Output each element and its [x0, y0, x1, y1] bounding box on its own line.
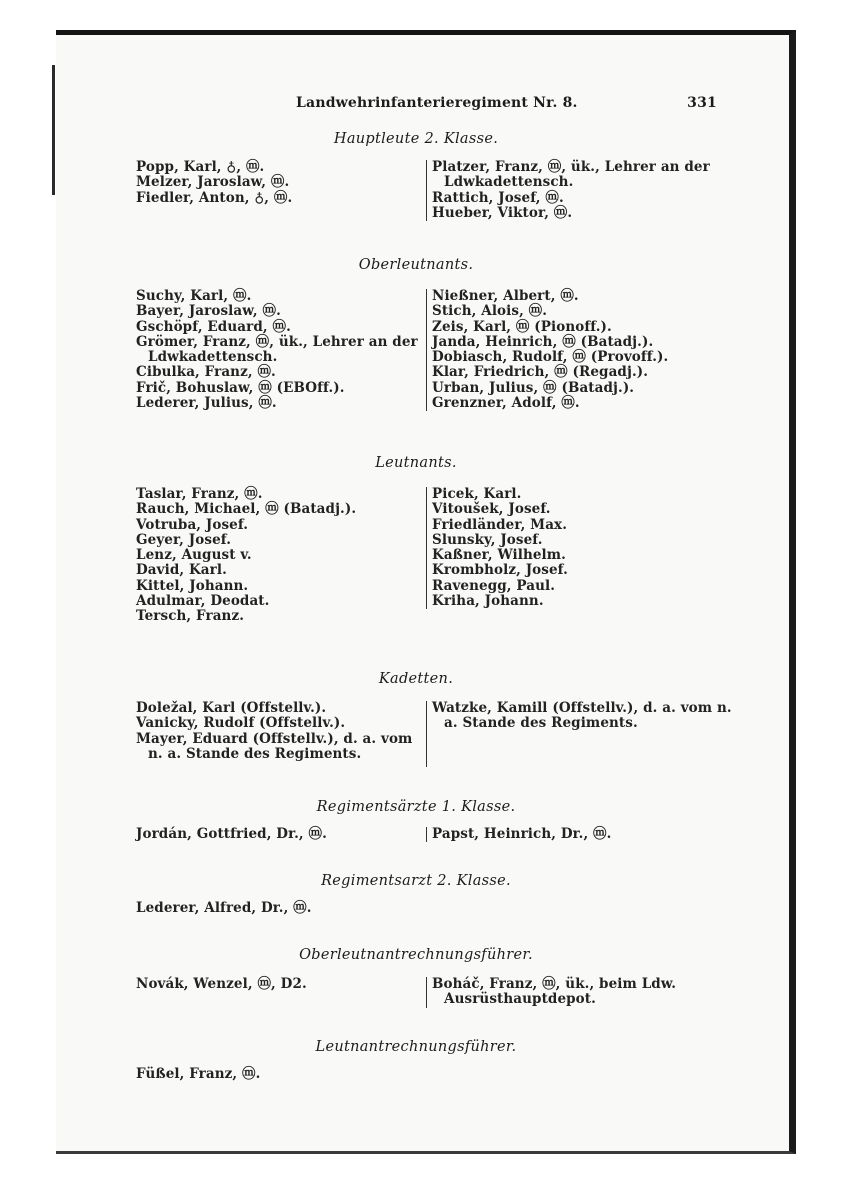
leutnants-right-column: [426, 487, 732, 609]
list-item: Füßel, Franz, ⓜ.: [136, 1066, 261, 1082]
list-item: David, Karl.: [136, 562, 227, 579]
list-item: Picek, Karl.: [432, 486, 522, 502]
list-item: Rattich, Josef, ⓜ.: [432, 189, 564, 206]
list-item: Grenzner, Adolf, ⓜ.: [432, 395, 580, 412]
list-item: Hueber, Viktor, ⓜ.: [432, 204, 573, 221]
kadetten-right-column: [426, 701, 732, 767]
list-item: Lederer, Julius, ⓜ.: [136, 395, 277, 412]
list-item: Votruba, Josef.: [136, 516, 249, 533]
running-title: Landwehrinfanterieregiment Nr. 8.: [296, 95, 578, 111]
list-item: Janda, Heinrich, ⓜ (Batadj.).: [432, 333, 654, 350]
list-item: Kittel, Johann.: [136, 577, 249, 594]
list-item: Vanicky, Rudolf (Offstellv.).: [136, 715, 346, 732]
list-item: Grömer, Franz, ⓜ, ük., Lehrer an der Ldwkadettensch.: [136, 333, 418, 366]
list-item: Tersch, Franz.: [136, 608, 245, 625]
leutnants-left-column: [136, 487, 426, 625]
list-item: Adulmar, Deodat.: [136, 593, 270, 610]
list-item: Melzer, Jaroslaw, ⓜ.: [136, 174, 290, 191]
list-item: Boháč, Franz, ⓜ, ük., beim Ldw. Ausrüsthauptdepot.: [432, 976, 676, 1008]
list-item: Jordán, Gottfried, Dr., ⓜ.: [136, 826, 327, 842]
list-item: Slunsky, Josef.: [432, 531, 543, 548]
list-item: Rauch, Michael, ⓜ (Batadj.).: [136, 501, 357, 518]
page-number: 331: [687, 95, 717, 111]
list-item: Watzke, Kamill (Offstellv.), d. a. vom n. a. Stande des Regiments.: [432, 700, 732, 732]
list-item: Zeis, Karl, ⓜ (Pionoff.).: [432, 318, 612, 335]
hauptleute-left-column: [136, 160, 426, 206]
list-item: Platzer, Franz, ⓜ, ük., Lehrer an der Ldwkadettensch.: [432, 159, 710, 191]
list-item: Fiedler, Anton, ♁, ⓜ.: [136, 189, 293, 206]
oberleutnantrechnungsfuehrer-right-column: [426, 977, 732, 1008]
section-title-oberleutnants: Oberleutnants.: [358, 257, 474, 273]
list-item: Lederer, Alfred, Dr., ⓜ.: [136, 900, 312, 916]
section-title-regimentsarzt-2: Regimentsarzt 2. Klasse.: [321, 873, 511, 889]
list-item: Krombholz, Josef.: [432, 562, 568, 579]
regimentsaerzte-1-right-column: [426, 827, 732, 842]
oberleutnantrechnungsfuehrer-left-column: [136, 977, 426, 992]
regimentsarzt-2-left-column: [136, 901, 426, 916]
list-item: Gschöpf, Eduard, ⓜ.: [136, 318, 291, 335]
list-item: Kriha, Johann.: [432, 593, 544, 610]
section-title-oberleutnantrechnungsfuehrer: Oberleutnantrechnungsführer.: [299, 947, 533, 963]
list-item: Popp, Karl, ♁, ⓜ.: [136, 159, 265, 175]
list-item: Friedländer, Max.: [432, 516, 568, 533]
section-title-regimentsaerzte-1: Regimentsärzte 1. Klasse.: [316, 799, 516, 815]
list-item: Nießner, Albert, ⓜ.: [432, 288, 579, 304]
oberleutnants-right-column: [426, 289, 732, 411]
list-item: Doležal, Karl (Offstellv.).: [136, 700, 327, 716]
list-item: Stich, Alois, ⓜ.: [432, 303, 548, 320]
list-item: Frič, Bohuslaw, ⓜ (EBOff.).: [136, 379, 345, 396]
scanned-page: [56, 30, 796, 1154]
leutnantrechnungsfuehrer-left-column: [136, 1067, 426, 1082]
section-title-leutnants: Leutnants.: [375, 455, 457, 471]
list-item: Vitoušek, Josef.: [432, 501, 551, 518]
list-item: Mayer, Eduard (Offstellv.), d. a. vom n. a. Stande des Regiments.: [136, 730, 413, 762]
list-item: Cibulka, Franz, ⓜ.: [136, 364, 276, 381]
kadetten-left-column: [136, 701, 426, 762]
list-item: Novák, Wenzel, ⓜ, D2.: [136, 976, 307, 992]
list-item: Lenz, August v.: [136, 547, 252, 564]
list-item: Geyer, Josef.: [136, 531, 231, 548]
section-title-leutnantrechnungsfuehrer: Leutnantrechnungsführer.: [315, 1039, 517, 1055]
list-item: Urban, Julius, ⓜ (Batadj.).: [432, 379, 635, 396]
page-header: [56, 95, 789, 115]
oberleutnants-left-column: [136, 289, 426, 411]
regimentsaerzte-1-left-column: [136, 827, 426, 842]
hauptleute-right-column: [426, 160, 732, 221]
section-title-kadetten: Kadetten.: [378, 671, 454, 687]
list-item: Klar, Friedrich, ⓜ (Regadj.).: [432, 364, 649, 381]
section-title-hauptleute: Hauptleute 2. Klasse.: [333, 131, 499, 147]
list-item: Ravenegg, Paul.: [432, 577, 556, 594]
list-item: Taslar, Franz, ⓜ.: [136, 486, 263, 502]
list-item: Kaßner, Wilhelm.: [432, 547, 566, 564]
list-item: Dobiasch, Rudolf, ⓜ (Provoff.).: [432, 349, 669, 366]
list-item: Suchy, Karl, ⓜ.: [136, 288, 252, 304]
list-item: Bayer, Jaroslaw, ⓜ.: [136, 303, 281, 320]
list-item: Papst, Heinrich, Dr., ⓜ.: [432, 826, 612, 842]
